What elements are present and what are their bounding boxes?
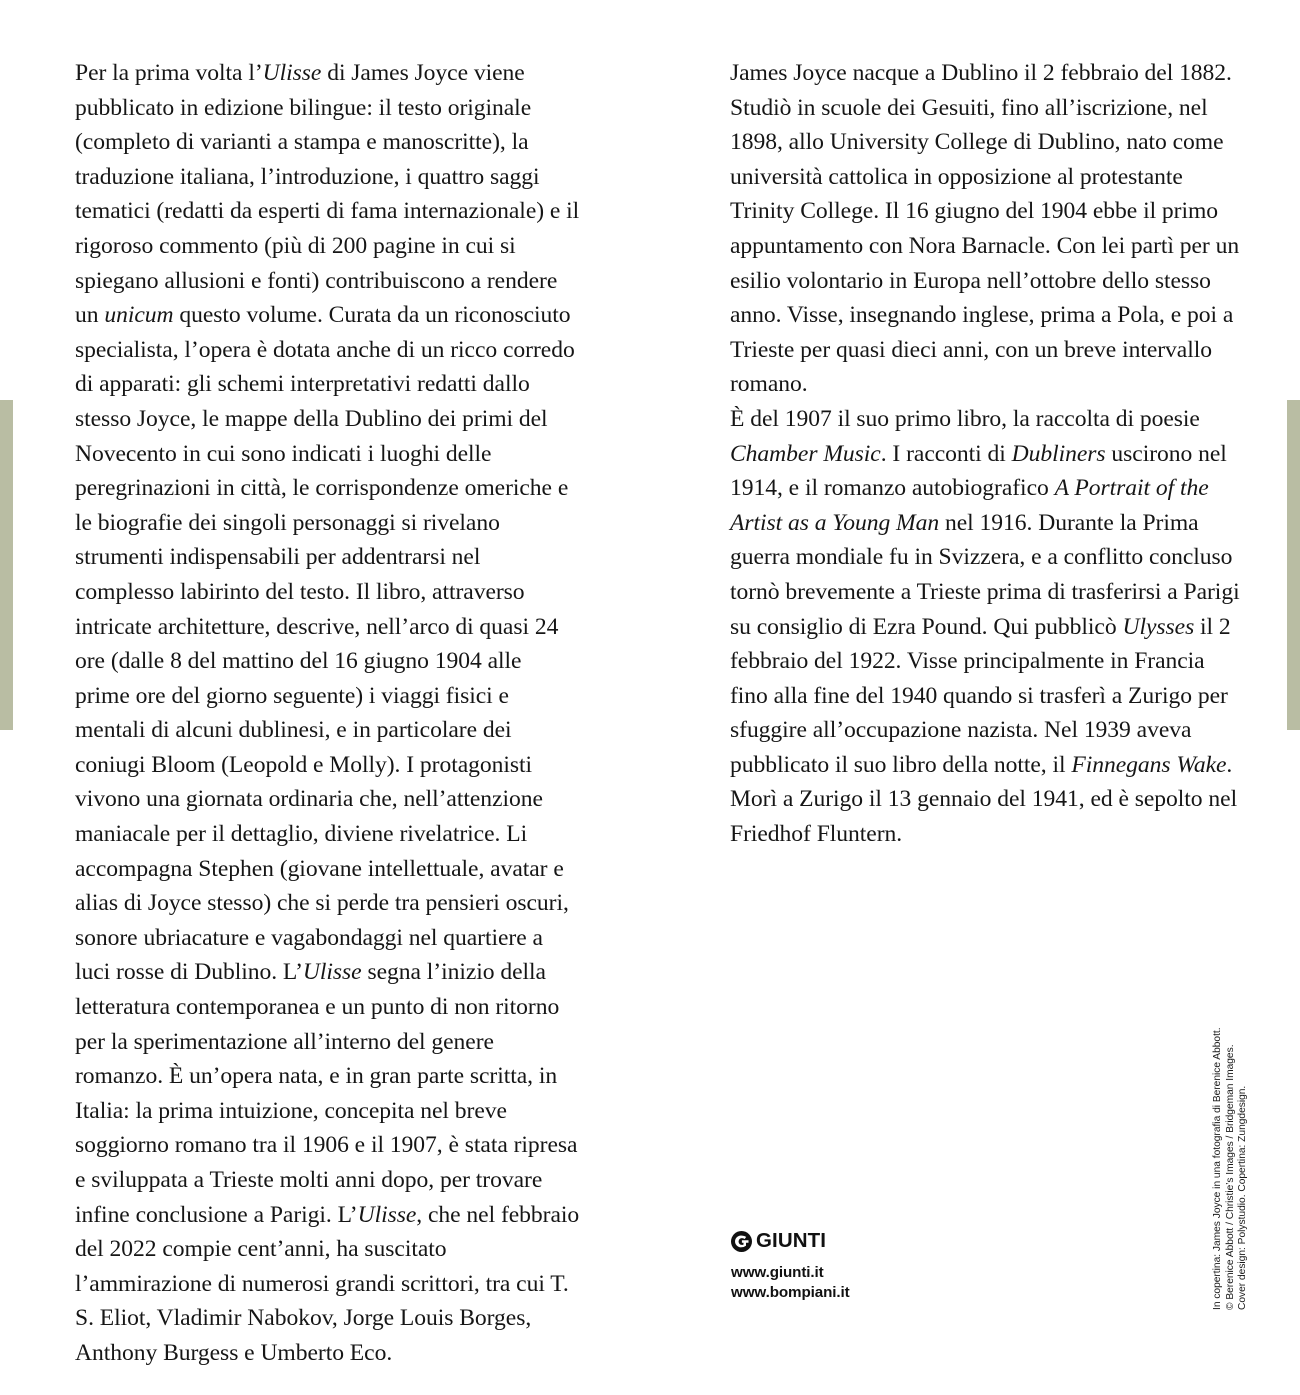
publisher-url-giunti[interactable]: www.giunti.it xyxy=(731,1264,824,1281)
author-biography-text: James Joyce nacque a Dublino il 2 febbraio del 1882. Studiò in scuole dei Gesuiti, fino all’iscrizione, nel 1898, allo University College di Dublino, nato come università cattolica in opposizione al protestante Trinity College. Il 16 giugno del 1904 ebbe il primo appuntamento con Nora Barnacle. Con lei partì per un esilio volontario in Europa nell’ottobre dello stesso anno. Visse, insegnando inglese, prima a Pola, e poi a Trieste per quasi dieci anni, con un breve intervallo romano. È del 1907 il suo primo libro, la raccolta di poesie Chamber Music. I racconti di Dubliners uscirono nel 1914, e il romanzo autobiografico A Portrait of the Artist as a Young Man nel 1916. Durante la Prima guerra mondiale fu in Svizzera, e a conflitto concluso tornò brevemente a Trieste prima di trasferirsi a Parigi su consiglio di Ezra Pound. Qui pubblicò Ulysses il 2 febbraio del 1922. Visse principalmente in Francia fino alla fine del 1940 quando si trasferì a Zurigo per sfuggire all’occupazione nazista. Nel 1939 aveva pubblicato il suo libro della notte, il Finnegans Wake. Morì a Zurigo il 13 gennaio del 1941, ed è sepolto nel Friedhof Fluntern. xyxy=(730,60,1240,848)
giunti-circle-g-icon xyxy=(731,1231,752,1252)
publisher-logo xyxy=(731,1231,850,1252)
cover-credits xyxy=(1212,1005,1258,1315)
blurb-column-left xyxy=(75,56,580,1371)
publisher-name: GIUNTI xyxy=(756,1229,827,1253)
blurb-column-right xyxy=(730,56,1242,852)
credit-line-cover-photo: In copertina: James Joyce in una fotografia di Berenice Abbott. xyxy=(1212,1027,1223,1310)
credit-line-copyright: © Berenice Abbott / Christie’s Images / Bridgeman Images. xyxy=(1224,1044,1236,1310)
cover-credits-text xyxy=(1212,1005,1250,1310)
publisher-url-bompiani[interactable]: www.bompiani.it xyxy=(731,1284,850,1301)
accent-bar-right xyxy=(1287,400,1300,730)
publisher-urls xyxy=(731,1263,850,1303)
blurb-left-text: Per la prima volta l’Ulisse di James Joyce viene pubblicato in edizione bilingue: il testo originale (completo di varianti a stampa e manoscritte), la traduzione italiana, l’introduzione, i quattro saggi tematici (redatti da esperti di fama internazionale) e il rigoroso commento (più di 200 pagine in cui si spiegano allusioni e fonti) contribuiscono a rendere un unicum questo volume. Curata da un riconosciuto specialista, l’opera è dotata anche di un ricco corredo di apparati: gli schemi interpretativi redatti dallo stesso Joyce, le mappe della Dublino dei primi del Novecento in cui sono indicati i luoghi delle peregrinazioni in città, le corrispondenze omeriche e le biografie dei singoli personaggi si rivelano strumenti indispensabili per addentrarsi nel complesso labirinto del testo. Il libro, attraverso intricate architetture, descrive, nell’arco di quasi 24 ore (dalle 8 del mattino del 16 giugno 1904 alle prime ore del giorno seguente) i viaggi fisici e mentali di alcuni dublinesi, e in particolare dei coniugi Bloom (Leopold e Molly). I protagonisti vivono una giornata ordinaria che, nell’attenzione maniacale per il dettaglio, diviene rivelatrice. Li accompagna Stephen (giovane intellettuale, avatar e alias di Joyce stesso) che si perde tra pensieri oscuri, sonore ubriacature e vagabondaggi nel quartiere a luci rosse di Dublino. L’Ulisse segna l’inizio della letteratura contemporanea e un punto di non ritorno per la sperimentazione all’interno del genere romanzo. È un’opera nata, e in gran parte scritta, in Italia: la prima intuizione, concepita nel breve soggiorno romano tra il 1906 e il 1907, è stata ripresa e sviluppata a Trieste molti anni dopo, per trovare infine conclusione a Parigi. L’Ulisse, che nel febbraio del 2022 compie cent’anni, ha suscitato l’ammirazione di numerosi grandi scrittori, tra cui T. S. Eliot, Vladimir Nabokov, Jorge Louis Borges, Anthony Burgess e Umberto Eco. xyxy=(75,60,580,1366)
credit-line-design: Cover design: Polystudio. Copertina: Zungdesign. xyxy=(1237,1085,1249,1310)
accent-bar-left xyxy=(0,400,13,730)
publisher-block xyxy=(731,1231,850,1303)
